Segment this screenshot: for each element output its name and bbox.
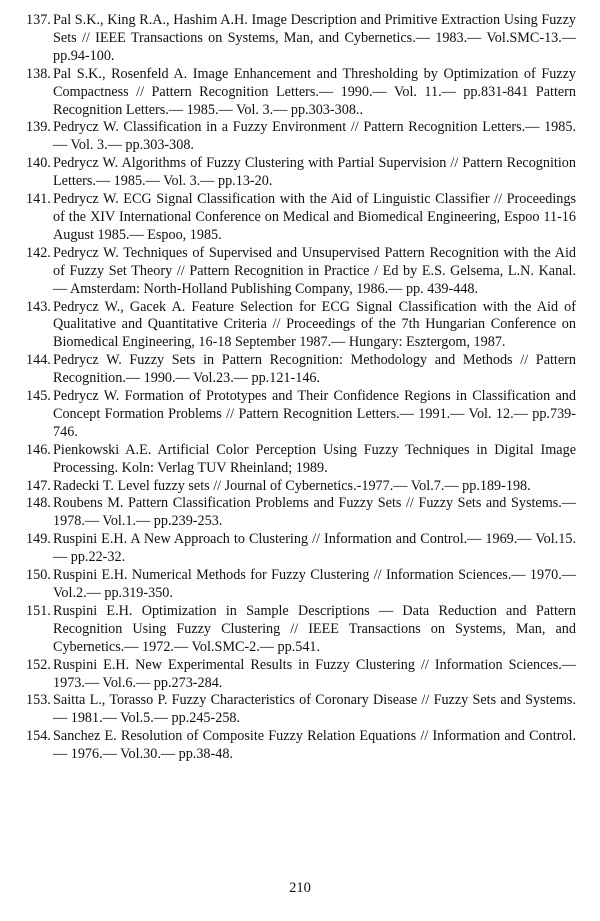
reference-item [26, 191, 576, 245]
reference-text: Ruspini E.H. A New Approach to Clustering // Information and Control.— 1969.— Vol.15.— pp.22-32. [53, 531, 576, 566]
reference-text: Pedrycz W. Fuzzy Sets in Pattern Recognition: Methodology and Methods // Pattern Recognition.— 1990.— Vol.23.— pp.121-146. [53, 352, 576, 387]
reference-item [26, 388, 576, 442]
reference-text: Ruspini E.H. Optimization in Sample Descriptions — Data Reduction and Pattern Recognition Using Fuzzy Clustering // IEEE Transactions on Systems, Man, and Cybernetics.— 1972.— Vol.SMC-2.— pp.541. [53, 602, 576, 655]
reference-number: 145. [26, 388, 51, 405]
reference-number: 151. [26, 602, 51, 619]
reference-text: Pedrycz W., Gacek A. Feature Selection for ECG Signal Classification with the Aid of Qualitative and Quantitative Criteria // Proceedings of the 7th Hungarian Conference on Biomedical Engineering, 16-18 September 1987.— Hungary: Esztergom, 1987. [53, 298, 576, 351]
reference-list [26, 12, 576, 764]
reference-text: Pedrycz W. Classification in a Fuzzy Environment // Pattern Recognition Letters.— 1985.— Vol. 3.— pp.303-308. [53, 119, 576, 154]
reference-number: 147. [26, 477, 51, 494]
reference-number: 143. [26, 298, 51, 315]
reference-item [26, 728, 576, 764]
reference-number: 144. [26, 352, 51, 369]
reference-item [26, 66, 576, 120]
reference-number: 152. [26, 656, 51, 673]
reference-item [26, 442, 576, 478]
reference-number: 153. [26, 692, 51, 709]
reference-text: Ruspini E.H. New Experimental Results in Fuzzy Clustering // Information Sciences.— 1973.— Vol.6.— pp.273-284. [53, 656, 576, 691]
reference-item [26, 657, 576, 693]
page-number: 210 [289, 880, 311, 896]
reference-text: Pal S.K., King R.A., Hashim A.H. Image Description and Primitive Extraction Using Fuzzy Sets // IEEE Transactions on Systems, Man, and Cybernetics.— 1983.— Vol.SMC-13.— pp.94-100. [53, 12, 576, 64]
reference-item [26, 299, 576, 353]
reference-text: Pedrycz W. Formation of Prototypes and Their Confidence Regions in Classification and Concept Formation Problems // Pattern Recognition Letters.— 1991.— Vol. 12.— pp.739-746. [53, 388, 576, 440]
reference-item [26, 603, 576, 657]
reference-text: Pienkowski A.E. Artificial Color Perception Using Fuzzy Techniques in Digital Image Processing. Koln: Verlag TUV Rheinland; 1989. [53, 441, 576, 476]
reference-number: 146. [26, 441, 51, 458]
reference-item [26, 352, 576, 388]
reference-item [26, 155, 576, 191]
reference-item [26, 245, 576, 299]
reference-text: Radecki T. Level fuzzy sets // Journal of Cybernetics.-1977.— Vol.7.— pp.189-198. [53, 477, 531, 494]
reference-text: Pedrycz W. ECG Signal Classification with the Aid of Linguistic Classifier // Proceedings of the XIV International Conference on Medical and Biomedical Engineering, Espoo 11-16 August 1985.— Espoo, 1985. [53, 191, 576, 243]
reference-number: 140. [26, 155, 51, 172]
reference-number: 141. [26, 191, 51, 208]
reference-item [26, 119, 576, 155]
reference-item [26, 12, 576, 66]
reference-item [26, 531, 576, 567]
reference-text: Pal S.K., Rosenfeld A. Image Enhancement and Thresholding by Optimization of Fuzzy Compactness // Pattern Recognition Letters.— 1990.— Vol. 11.— pp.831-841 Pattern Recognition Letters.— 1985.— Vol. 3.— pp.303-308.. [53, 65, 576, 118]
reference-text: Roubens M. Pattern Classification Problems and Fuzzy Sets // Fuzzy Sets and Systems.— 1978.— Vol.1.— pp.239-253. [53, 495, 576, 530]
reference-item [26, 478, 576, 496]
reference-number: 137. [26, 12, 51, 28]
reference-number: 150. [26, 567, 51, 584]
reference-number: 138. [26, 65, 51, 82]
reference-text: Saitta L., Torasso P. Fuzzy Characteristics of Coronary Disease // Fuzzy Sets and Systems.— 1981.— Vol.5.— pp.245-258. [53, 692, 576, 727]
reference-item [26, 567, 576, 603]
reference-item [26, 495, 576, 531]
reference-text: Sanchez E. Resolution of Composite Fuzzy Relation Equations // Information and Control.— 1976.— Vol.30.— pp.38-48. [53, 728, 576, 763]
reference-text: Ruspini E.H. Numerical Methods for Fuzzy Clustering // Information Sciences.— 1970.— Vol.2.— pp.319-350. [53, 567, 576, 601]
reference-number: 142. [26, 244, 51, 261]
reference-number: 149. [26, 531, 51, 548]
reference-number: 154. [26, 728, 51, 745]
reference-text: Pedrycz W. Algorithms of Fuzzy Clustering with Partial Supervision // Pattern Recognition Letters.— 1985.— Vol. 3.— pp.13-20. [53, 155, 576, 190]
reference-item [26, 692, 576, 728]
reference-number: 148. [26, 495, 51, 512]
reference-text: Pedrycz W. Techniques of Supervised and Unsupervised Pattern Recognition with the Aid of Fuzzy Set Theory // Pattern Recognition in Practice / Ed by E.S. Gelsema, L.N. Kanal. — Amsterdam: North-Holland Publishing Company, 1986.— pp. 439-448. [53, 244, 576, 297]
reference-number: 139. [26, 119, 51, 136]
